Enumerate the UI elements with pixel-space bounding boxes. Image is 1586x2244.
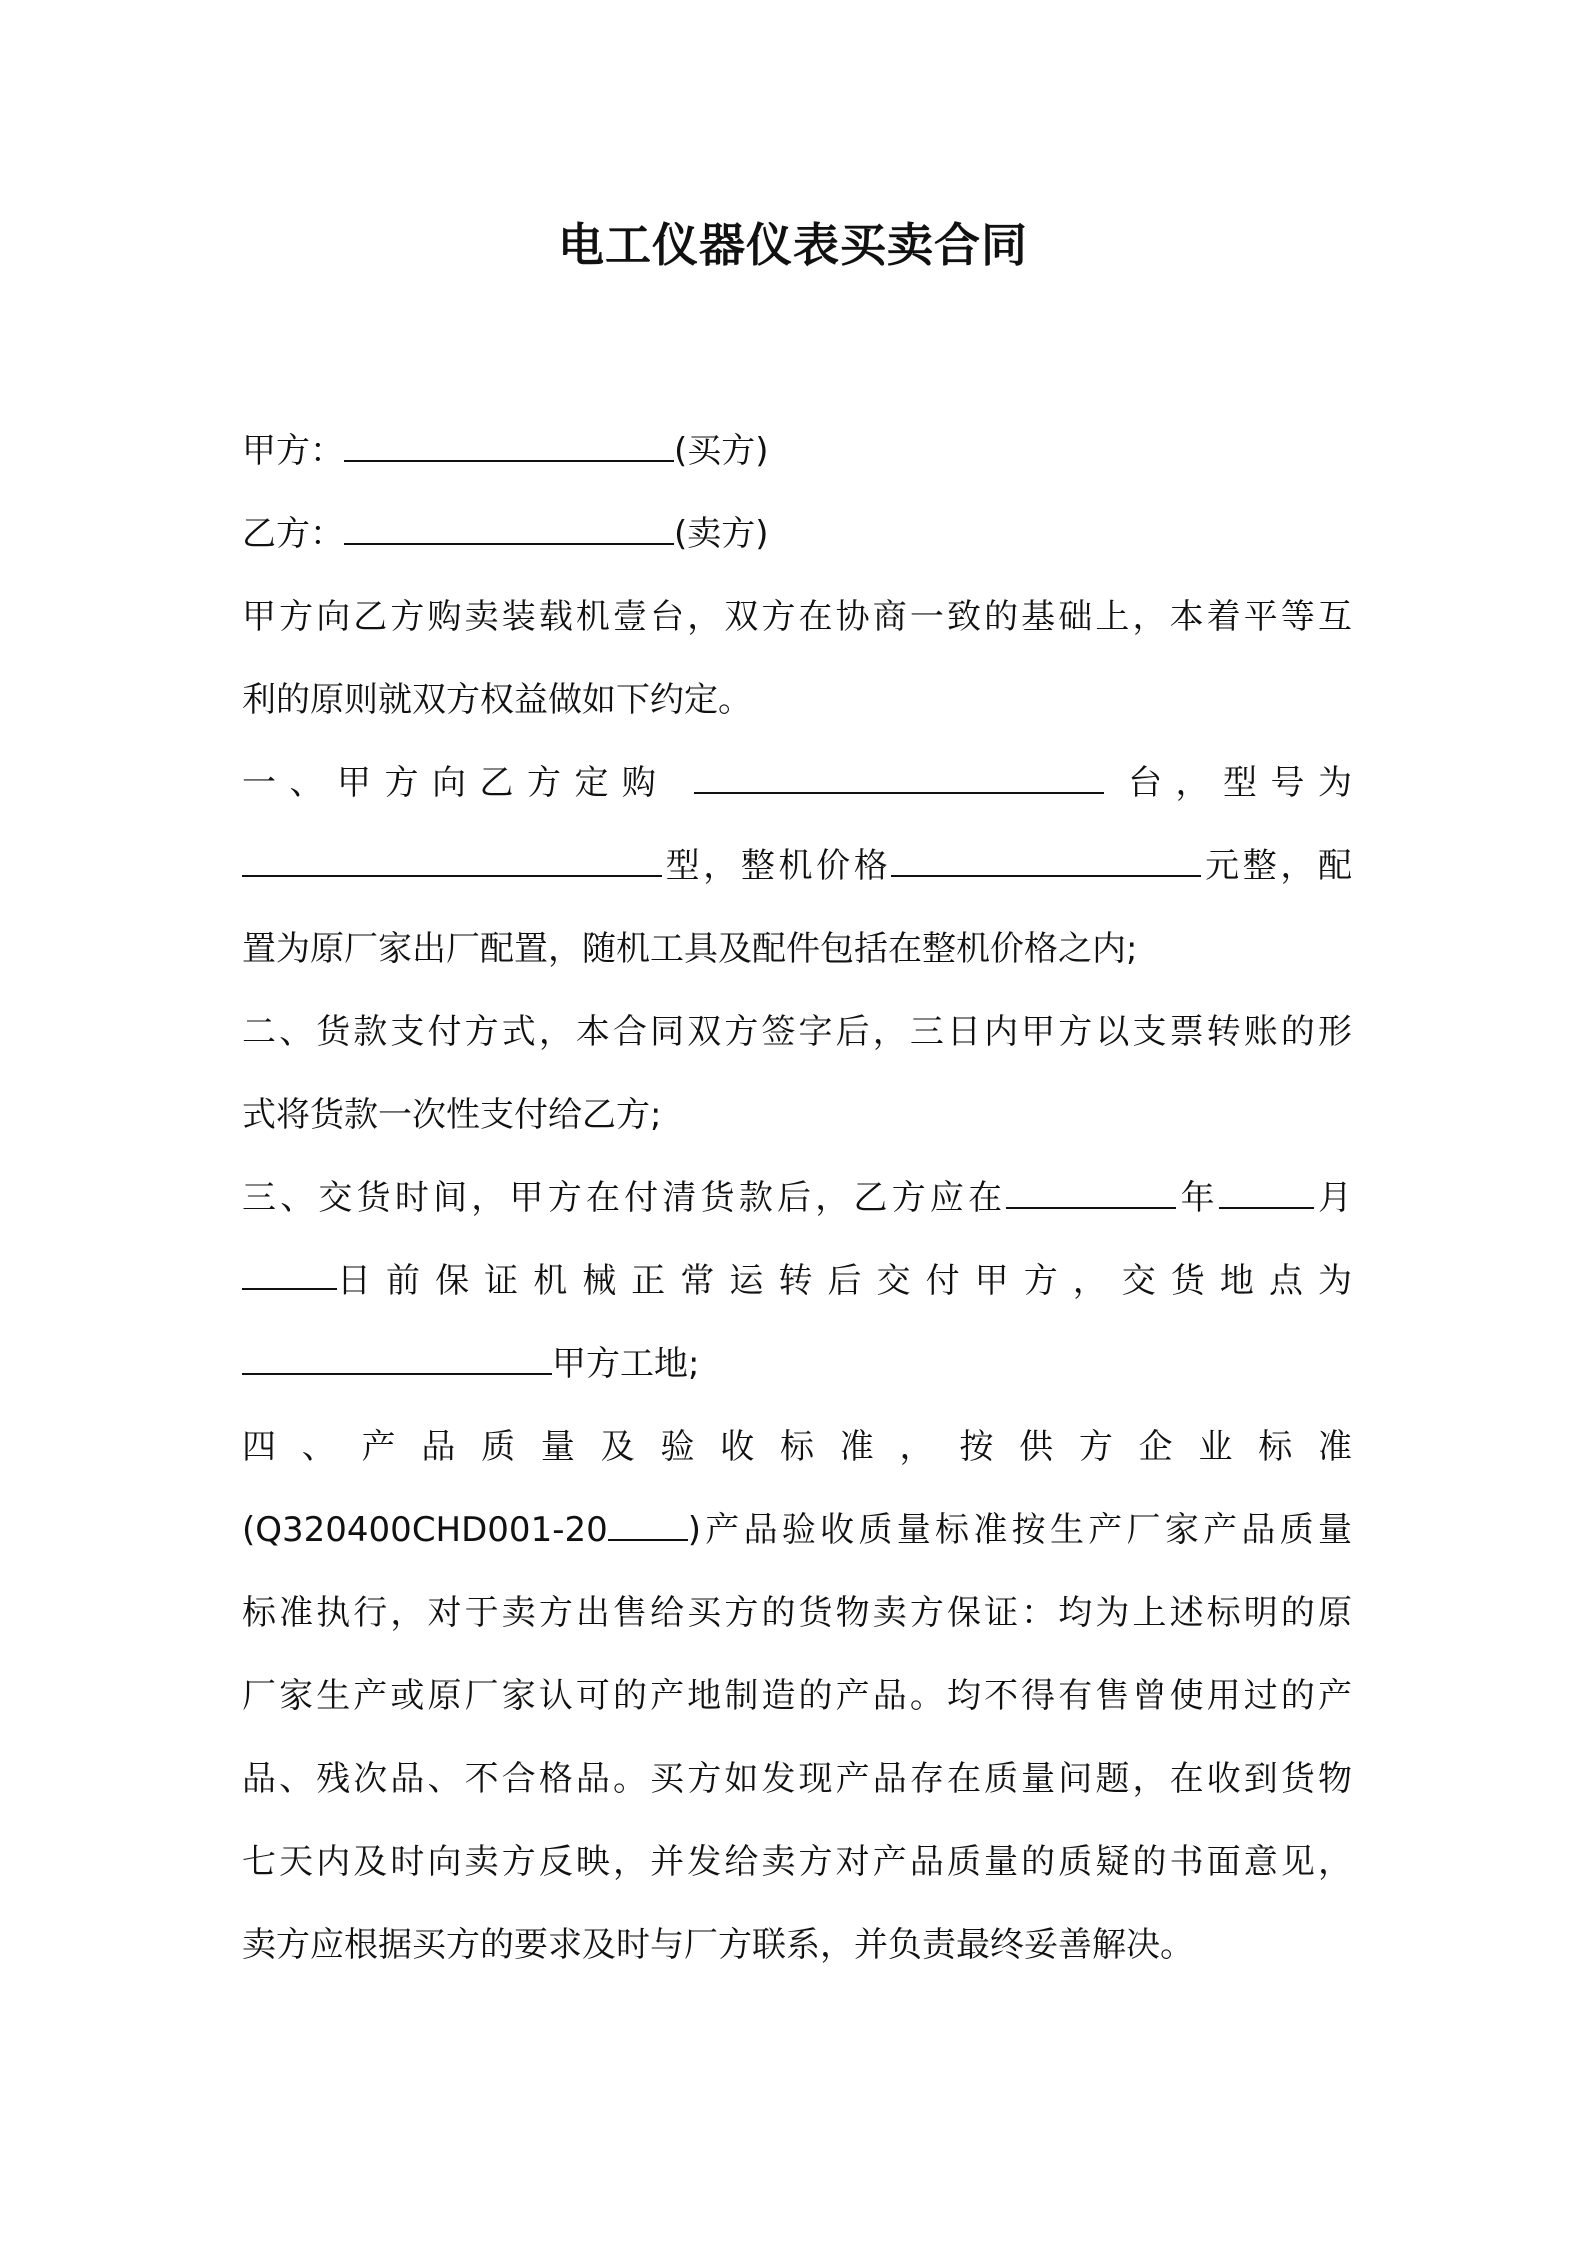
document-body	[242, 410, 1352, 1987]
clause-4-line-5: 品、残次品、不合格品。买方如发现产品存在质量问题，在收到货物	[242, 1759, 1352, 1799]
model-blank[interactable]	[242, 851, 662, 877]
quantity-blank[interactable]	[694, 768, 1104, 794]
clause-1-order-text: 一、甲方向乙方定购	[242, 763, 670, 803]
clause-3-delivery-text: 三、交货时间，甲方在付清货款后，乙方应在	[242, 1178, 1007, 1218]
party-b-line	[242, 493, 1352, 576]
party-b-label: 乙方：	[242, 514, 344, 554]
document-title: 电工仪器仪表买卖合同	[558, 218, 1028, 272]
standard-year-blank[interactable]	[608, 1515, 688, 1541]
clause-4-line-3: 标准执行，对于卖方出售给买方的货物卖方保证：均为上述标明的原	[242, 1593, 1352, 1633]
clause-3-line-3	[242, 1323, 1352, 1406]
clause-4-line-2	[242, 1489, 1352, 1572]
party-b-role: (卖方)	[674, 514, 769, 554]
party-a-label: 甲方：	[242, 431, 344, 471]
intro-line-2: 利的原则就双方权益做如下约定。	[242, 680, 752, 720]
clause-3-location-text: 日前保证机械正常运转后交付甲方，交货地点为	[337, 1261, 1352, 1301]
clause-1-config-text: 元整，配	[1201, 846, 1353, 886]
delivery-day-blank[interactable]	[242, 1240, 337, 1290]
party-a-name-blank[interactable]	[344, 436, 674, 462]
month-label: 月	[1313, 1178, 1353, 1218]
clause-1-price-text: 型，整机价格	[662, 846, 892, 886]
clause-1-line-2	[242, 825, 1352, 908]
party-a-role: (买方)	[674, 431, 769, 471]
clause-3-site-text: 甲方工地;	[552, 1344, 700, 1384]
price-blank[interactable]	[891, 851, 1201, 877]
clause-4-line-7: 卖方应根据买方的要求及时与厂方联系，并负责最终妥善解决。	[242, 1925, 1194, 1965]
clause-4-line-6: 七天内及时向卖方反映，并发给卖方对产品质量的质疑的书面意见，	[242, 1842, 1352, 1882]
clause-2-line-2: 式将货款一次性支付给乙方;	[242, 1095, 662, 1135]
clause-1-line-1	[242, 742, 1352, 825]
clause-1-line-3: 置为原厂家出厂配置，随机工具及配件包括在整机价格之内;	[242, 929, 1138, 969]
clause-2-line-1: 二、货款支付方式，本合同双方签字后，三日内甲方以支票转账的形	[242, 1012, 1352, 1052]
party-b-name-blank[interactable]	[344, 519, 674, 545]
delivery-year-blank[interactable]	[1006, 1183, 1176, 1209]
party-a-line	[242, 410, 1352, 493]
clause-3-line-2	[242, 1240, 1352, 1323]
delivery-month-blank[interactable]	[1219, 1183, 1314, 1209]
year-label: 年	[1176, 1178, 1219, 1218]
delivery-location-blank[interactable]	[242, 1349, 552, 1375]
clause-4-line-4: 厂家生产或原厂家认可的产地制造的产品。均不得有售曾使用过的产	[242, 1676, 1352, 1716]
intro-line-1: 甲方向乙方购卖装载机壹台，双方在协商一致的基础上，本着平等互	[242, 597, 1352, 637]
clause-4-quality-text: )产品验收质量标准按生产厂家产品质量	[687, 1510, 1352, 1550]
clause-1-model-text: 台，型号为	[1128, 763, 1353, 803]
standard-code-text: (Q320400CHD001-20	[242, 1510, 608, 1550]
clause-4-line-1: 四、产品质量及验收标准，按供方企业标准	[242, 1427, 1352, 1467]
clause-3-line-1	[242, 1157, 1352, 1240]
